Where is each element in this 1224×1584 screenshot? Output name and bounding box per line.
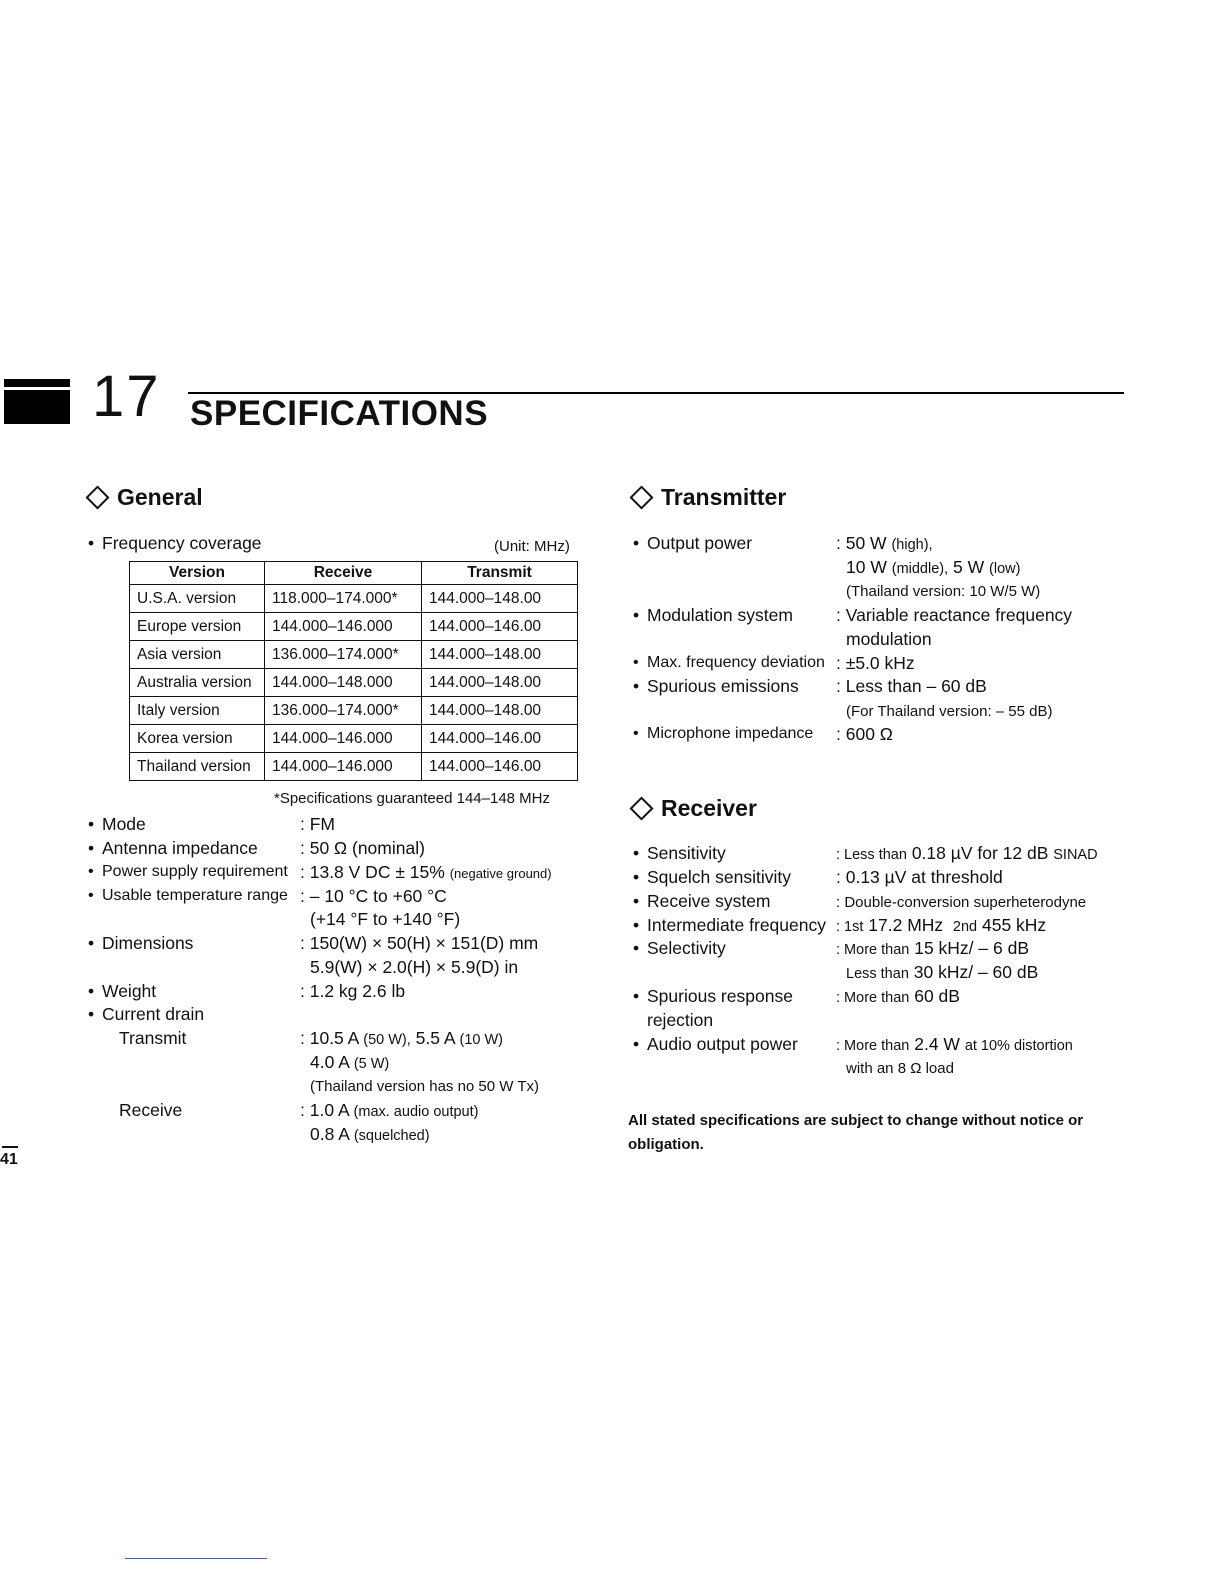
modulation-label-text: Modulation system [647,605,793,625]
table-cell: 144.000–148.000 [265,669,422,697]
table-cell: U.S.A. version [130,585,265,613]
table-cell: 136.000–174.000* [265,641,422,669]
transmit-drain-value-2 [310,1054,389,1072]
unit-label: (Unit: MHz) [494,538,570,555]
frequency-coverage-label: • Frequency coverage [88,533,262,553]
frequency-table [129,561,578,781]
selectivity-label-text: Selectivity [647,938,726,958]
power-supply-value [300,864,552,882]
diamond-icon [85,485,109,509]
receive-drain-value-2 [310,1126,430,1144]
receive-system-value: : Double-conversion superheterodyne [836,894,1087,911]
output-power-middle: 10 W [846,557,887,577]
receiver-heading [630,797,757,820]
sensitivity-a: : Less than [836,847,907,863]
modulation-label: • Modulation system [633,605,793,625]
sensitivity-label-text: Sensitivity [647,843,726,863]
selectivity-b2: 30 kHz/ – 60 dB [913,962,1039,982]
table-row [130,753,578,781]
receive-drain-a: : 1.0 A [300,1100,349,1120]
dimensions-value-in: 5.9(W) × 2.0(H) × 5.9(D) in [310,957,519,977]
power-supply-label-text: Power supply requirement [102,863,288,880]
receive-drain-b-note: (squelched) [353,1128,430,1144]
receive-drain-b: 0.8 A [310,1124,349,1144]
chapter-marker-block [4,379,70,424]
table-footnote: *Specifications guaranteed 144–148 MHz [274,790,551,807]
spurious-response-a: : More than [836,990,910,1006]
audio-output-load: with an 8 Ω load [846,1060,954,1077]
spurious-response-label: • Spurious response [633,986,793,1006]
table-cell: Italy version [130,697,265,725]
microphone-label-text: Microphone impedance [647,725,814,742]
sensitivity-value [836,845,1098,863]
deviation-label: • Max. frequency deviation [633,654,825,671]
modulation-value-2: modulation [846,629,932,649]
output-power-value-1 [836,535,933,553]
receive-drain-a-note: (max. audio output) [353,1104,479,1120]
sensitivity-c: SINAD [1053,847,1098,863]
microphone-value: : 600 Ω [836,724,893,744]
table-row [130,669,578,697]
spurious-response-b: 60 dB [914,986,960,1006]
general-heading [86,486,203,509]
selectivity-b1: Less than [846,966,909,982]
bottom-rule [125,1558,267,1559]
audio-output-a: : More than [836,1038,910,1054]
spurious-emissions-label: • Spurious emissions [633,676,799,696]
output-power-label-text: Output power [647,533,753,553]
squelch-label-text: Squelch sensitivity [647,867,791,887]
weight-label: • Weight [88,981,157,1001]
spurious-response-label-text: Spurious response [647,986,793,1006]
table-row [130,697,578,725]
selectivity-value-1 [836,940,1029,958]
if-second: 2nd [952,919,978,935]
antenna-value: : 50 Ω (nominal) [300,838,425,858]
squelch-label: • Squelch sensitivity [633,867,791,887]
if-first: : 1st [836,919,864,935]
power-supply-note: (negative ground) [449,866,552,881]
transmit-drain-a-note: (50 W), [363,1032,411,1048]
power-supply-value-text: : 13.8 V DC ± 15% [300,862,445,882]
page-number-rule [2,1146,18,1148]
if-value [836,917,1046,935]
output-power-thailand: (Thailand version: 10 W/5 W) [846,583,1041,600]
dimensions-label-text: Dimensions [102,933,194,953]
output-power-high-note: (high), [891,537,933,553]
mode-label: • Mode [88,814,146,834]
transmit-drain-c: 4.0 A [310,1052,349,1072]
mode-label-text: Mode [102,814,146,834]
output-power-label: • Output power [633,533,753,553]
spurious-response-value [836,988,960,1006]
microphone-label: • Microphone impedance [633,725,814,742]
selectivity-a1: : More than [836,942,910,958]
table-row [130,641,578,669]
audio-output-b: 2.4 W [914,1034,960,1054]
table-cell: 144.000–146.00 [422,613,578,641]
transmit-drain-a: : 10.5 A [300,1028,359,1048]
table-cell: Thailand version [130,753,265,781]
audio-output-value [836,1036,1073,1054]
transmit-drain-c-note: (5 W) [353,1056,390,1072]
table-cell: Korea version [130,725,265,753]
receive-system-label-text: Receive system [647,891,771,911]
table-cell: Australia version [130,669,265,697]
output-power-high: : 50 W [836,533,887,553]
if-second-value: 455 kHz [981,915,1047,935]
receive-system-label: • Receive system [633,891,771,911]
table-cell: 136.000–174.000* [265,697,422,725]
receiver-heading-text: Receiver [661,795,757,821]
transmit-drain-note: (Thailand version has no 50 W Tx) [310,1078,539,1095]
table-cell: 144.000–146.000 [265,753,422,781]
transmit-drain-b-note: (10 W) [459,1032,503,1048]
table-cell: 144.000–146.000 [265,613,422,641]
diamond-icon [629,796,653,820]
temperature-value-f: (+14 °F to +140 °F) [310,909,461,929]
spurious-emissions-thailand: (For Thailand version: – 55 dB) [846,703,1053,720]
frequency-coverage-text: Frequency coverage [102,533,262,553]
current-drain-label: • Current drain [88,1004,205,1024]
if-label: • Intermediate frequency [633,915,826,935]
mode-value: : FM [300,814,335,834]
transmit-drain-b: 5.5 A [415,1028,455,1048]
spurious-emissions-label-text: Spurious emissions [647,676,799,696]
weight-label-text: Weight [102,981,157,1001]
selectivity-value-2 [846,964,1038,982]
spurious-emissions-value: : Less than – 60 dB [836,676,987,696]
transmitter-heading [630,486,786,509]
temperature-label-text: Usable temperature range [102,887,288,904]
selectivity-label: • Selectivity [633,938,726,958]
audio-output-c: at 10% distortion [964,1038,1073,1054]
audio-output-label-text: Audio output power [647,1034,798,1054]
table-cell: Europe version [130,613,265,641]
table-cell: 144.000–148.00 [422,585,578,613]
table-cell: 144.000–148.00 [422,641,578,669]
table-header-cell: Version [130,562,265,585]
general-heading-text: General [117,484,203,510]
current-drain-label-text: Current drain [102,1004,205,1024]
squelch-value: : 0.13 µV at threshold [836,867,1003,887]
receive-drain-label: Receive [119,1100,183,1120]
sensitivity-b: 0.18 µV for 12 dB [911,843,1049,863]
output-power-low: 5 W [953,557,985,577]
table-cell: 144.000–146.000 [265,725,422,753]
output-power-value-2 [846,559,1020,577]
transmit-drain-value-1 [300,1030,503,1048]
table-cell: 118.000–174.000* [265,585,422,613]
transmit-drain-label: Transmit [119,1028,187,1048]
temperature-label: • Usable temperature range [88,887,288,904]
weight-value: : 1.2 kg 2.6 lb [300,981,406,1001]
output-power-middle-note: (middle), [891,561,949,577]
table-row [130,725,578,753]
diamond-icon [629,485,653,509]
table-row [130,585,578,613]
table-header-cell: Transmit [422,562,578,585]
deviation-value: : ±5.0 kHz [836,653,915,673]
table-header-row [130,562,578,585]
table-cell: Asia version [130,641,265,669]
dimensions-value-mm: : 150(W) × 50(H) × 151(D) mm [300,933,539,953]
chapter-number: 17 [92,364,161,429]
table-cell: 144.000–148.00 [422,669,578,697]
table-cell: 144.000–146.00 [422,753,578,781]
table-cell: 144.000–148.00 [422,697,578,725]
dimensions-label: • Dimensions [88,933,194,953]
output-power-low-note: (low) [989,561,1021,577]
chapter-title: SPECIFICATIONS [190,394,489,433]
page-number: 41 [0,1151,18,1168]
if-first-value: 17.2 MHz [868,915,944,935]
spurious-response-label-2: rejection [647,1010,714,1030]
temperature-value: : – 10 °C to +60 °C [300,886,447,906]
table-header-cell: Receive [265,562,422,585]
table-row [130,613,578,641]
transmitter-heading-text: Transmitter [661,484,787,510]
power-supply-label: • Power supply requirement [88,863,288,880]
if-label-text: Intermediate frequency [647,915,826,935]
receive-drain-value-1 [300,1102,478,1120]
table-cell: 144.000–146.00 [422,725,578,753]
antenna-label-text: Antenna impedance [102,838,258,858]
audio-output-label: • Audio output power [633,1034,798,1054]
change-notice: All stated specifications are subject to change without notice or obligation. [628,1112,1084,1153]
selectivity-a2: 15 kHz/ – 6 dB [914,938,1030,958]
deviation-label-text: Max. frequency deviation [647,654,825,671]
sensitivity-label: • Sensitivity [633,843,726,863]
modulation-value: : Variable reactance frequency [836,605,1073,625]
antenna-label: • Antenna impedance [88,838,258,858]
